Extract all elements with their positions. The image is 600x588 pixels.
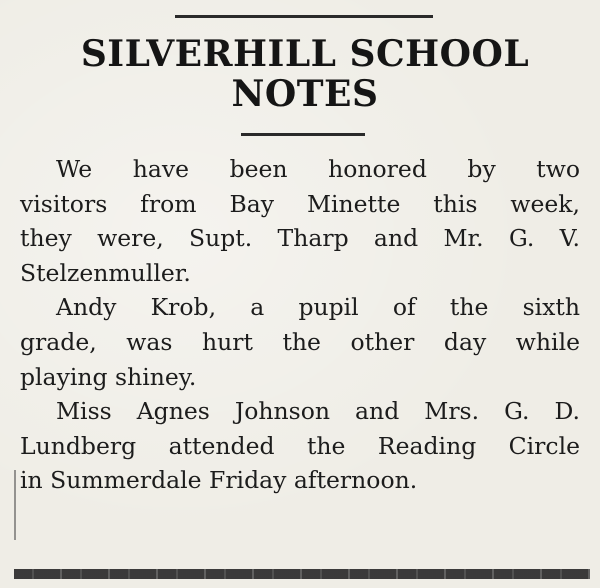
headline bbox=[20, 34, 590, 114]
paragraph-reading-circle bbox=[20, 394, 580, 498]
top-column-rule bbox=[175, 15, 433, 18]
text-line: visitors from Bay Minette this week, bbox=[20, 189, 580, 218]
article-body bbox=[20, 152, 580, 498]
text-line: We have been honored by two bbox=[56, 155, 580, 183]
headline-line-1: SILVERHILL SCHOOL bbox=[80, 33, 530, 75]
bottom-column-rule bbox=[14, 569, 590, 579]
paragraph-visitors bbox=[20, 152, 580, 290]
paragraph-andy-krob bbox=[20, 290, 580, 394]
text-line: Stelzenmuller. bbox=[20, 258, 191, 287]
text-line: playing shiney. bbox=[20, 362, 197, 391]
text-line: they were, Supt. Tharp and Mr. G. V. bbox=[20, 224, 580, 253]
text-line: in Summerdale Friday afternoon. bbox=[20, 466, 418, 495]
text-line: grade, was hurt the other day while bbox=[20, 327, 580, 356]
headline-line-2: NOTES bbox=[231, 73, 379, 115]
column-edge-mark bbox=[14, 470, 16, 540]
text-line: Andy Krob, a pupil of the sixth bbox=[56, 293, 580, 322]
text-line: Lundberg attended the Reading Circle bbox=[20, 431, 580, 460]
headline-divider-rule bbox=[241, 133, 365, 136]
text-line: Miss Agnes Johnson and Mrs. G. D. bbox=[56, 397, 580, 426]
